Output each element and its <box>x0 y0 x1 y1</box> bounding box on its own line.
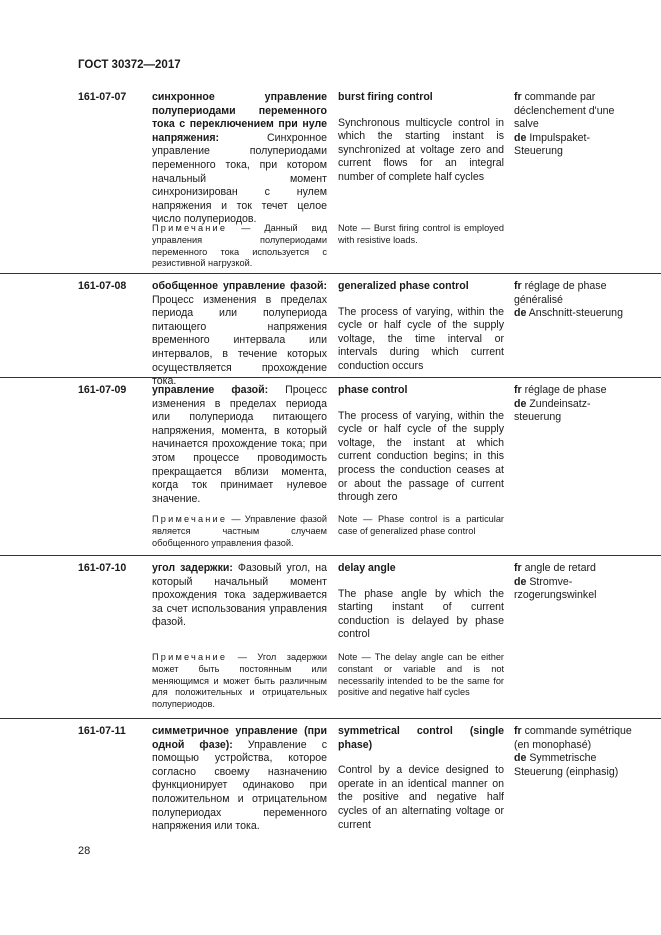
en-term: burst firing control <box>338 91 433 103</box>
en-text: Synchronous multicycle control in which the starting instant is synchronized at voltage zero and current flows for an integral number of complete half cycles <box>338 116 504 183</box>
entry <box>0 91 661 273</box>
entry <box>0 718 661 841</box>
ru-text: Процесс изменения в пределах периода или полупериода питающего напряжения, момента, в который начинается прохождение тока; при этом процессе проводимость прекращается вблизи момента, когда ток принимает нулевое значение. <box>152 384 327 505</box>
en-text: Control by a device designed to operate in an identical manner on the positive and negative half cycles of an alternating voltage or current <box>338 764 504 831</box>
en-text: The process of varying, within the cycle or half cycle of the supply voltage, the instant at which current conduction begins; in this process the conduction ceases at or about the passage of current through zero <box>338 409 504 504</box>
entry <box>0 273 661 388</box>
fr-line <box>514 725 634 752</box>
page-title: ГОСТ 30372—2017 <box>78 59 181 71</box>
ru-text: Синхронное управление полупериодами переменного тока, при котором начальный момент синхронизирован с нулем напряжения и ток течет целое число полупериодов. <box>152 131 327 226</box>
ru-note-text: — Управление фазой является частным случаем обобщенного управления фазой. <box>152 514 327 548</box>
en-term: generalized phase control <box>338 280 469 292</box>
ru-text: Процесс изменения в пределах периода или полупериода питающего напряжения временного интервала или интервалов, в течение которых осуществляется прохождение тока. <box>152 293 327 388</box>
ru-note <box>152 652 327 711</box>
ru-note-label: Примечание <box>152 652 228 662</box>
fr-term: commande par déclenchement d'une salve <box>514 91 615 131</box>
en-note: Note — Burst firing control is employed with resistive loads. <box>338 223 504 245</box>
de-term: Zundeinsatz-steuerung <box>514 397 591 424</box>
other-languages <box>514 91 634 159</box>
de-term: Impulspaket-Steuerung <box>514 131 590 158</box>
fr-term: angle de retard <box>524 562 596 574</box>
fr-code: fr <box>514 91 522 103</box>
en-definition <box>338 280 504 374</box>
entry-number: 161-07-10 <box>78 562 127 574</box>
entry-number: 161-07-07 <box>78 91 127 103</box>
ru-term: симметричное управление (при одной фазе): <box>152 725 327 751</box>
fr-term: commande symétrique (en monophasé) <box>514 725 632 751</box>
de-term: Anschnitt-steuerung <box>528 307 623 320</box>
fr-line <box>514 384 634 398</box>
de-line <box>514 307 634 321</box>
ru-note-label: Примечание <box>152 514 228 524</box>
de-code: de <box>514 131 527 144</box>
other-languages <box>514 280 634 321</box>
en-definition <box>338 91 504 185</box>
de-code: de <box>514 397 527 410</box>
other-languages <box>514 562 634 603</box>
de-line <box>514 576 634 603</box>
en-term: phase control <box>338 384 408 396</box>
ru-note-text: — Данный вид управления полупериодами переменного тока используется с резистивной нагрузкой. <box>152 223 327 269</box>
entries-list <box>0 91 661 841</box>
de-line <box>514 752 634 779</box>
ru-note-text: — Угол задержки может быть постоянным или меняющимся и может быть различным для положительных и отрицательных полупериодов. <box>152 652 327 710</box>
ru-note <box>152 514 327 549</box>
other-languages <box>514 384 634 425</box>
de-code: de <box>514 752 527 765</box>
entry <box>0 377 661 555</box>
ru-definition <box>152 384 327 506</box>
en-text: The process of varying, within the cycle or half cycle of the supply voltage, the time interval or intervals during which current conduction occurs <box>338 305 504 372</box>
fr-code: fr <box>514 280 522 292</box>
fr-code: fr <box>514 562 522 574</box>
en-term: delay angle <box>338 562 396 574</box>
de-line <box>514 132 634 159</box>
ru-term: управление фазой: <box>152 384 269 396</box>
en-note: Note — Phase control is a particular case of generalized phase control <box>338 514 504 536</box>
de-term: Symmetrische Steuerung (einphasig) <box>514 752 619 778</box>
entry <box>0 555 661 718</box>
fr-code: fr <box>514 384 522 396</box>
ru-note <box>152 223 327 270</box>
de-line <box>514 398 634 425</box>
en-note: Note — The delay angle can be either constant or variable and is not necessarily intended to be the same for positive and negative half cycles <box>338 652 504 698</box>
en-text: The phase angle by which the starting instant of current conduction is delayed by phase control <box>338 587 504 641</box>
fr-line <box>514 280 634 307</box>
fr-line <box>514 562 634 576</box>
fr-code: fr <box>514 725 522 737</box>
ru-definition <box>152 725 327 834</box>
ru-note-label: Примечание <box>152 223 228 233</box>
entry-number: 161-07-11 <box>78 725 126 737</box>
ru-text: Фазовый угол, на который начальный момент прохождения тока задерживается за счет использования управления фазой. <box>152 562 327 629</box>
entry-number: 161-07-09 <box>78 384 127 396</box>
en-definition <box>338 384 504 505</box>
ru-term: угол задержки: <box>152 562 233 574</box>
fr-term: réglage de phase <box>524 384 607 396</box>
ru-text: Управление с помощью устройства, которое согласно своему назначению функционирует одинаково при положительном и отрицательном полупериодах переменного напряжения или тока. <box>152 738 327 833</box>
de-term: Stromve-rzogerungswinkel <box>514 575 597 602</box>
en-term: symmetrical control (single phase) <box>338 725 504 751</box>
en-definition <box>338 562 504 642</box>
en-definition <box>338 725 504 832</box>
ru-term: обобщенное управление фазой: <box>152 280 327 292</box>
fr-term: réglage de phase généralisé <box>514 280 607 306</box>
de-code: de <box>514 307 527 320</box>
de-code: de <box>514 575 527 588</box>
page-number: 28 <box>78 845 91 857</box>
other-languages <box>514 725 634 779</box>
entry-number: 161-07-08 <box>78 280 127 292</box>
fr-line <box>514 91 634 132</box>
ru-definition <box>152 280 327 389</box>
ru-definition <box>152 91 327 227</box>
ru-term: синхронное управление полупериодами переменного тока с переключением при нуле напряжения: <box>152 91 327 144</box>
ru-definition <box>152 562 327 630</box>
